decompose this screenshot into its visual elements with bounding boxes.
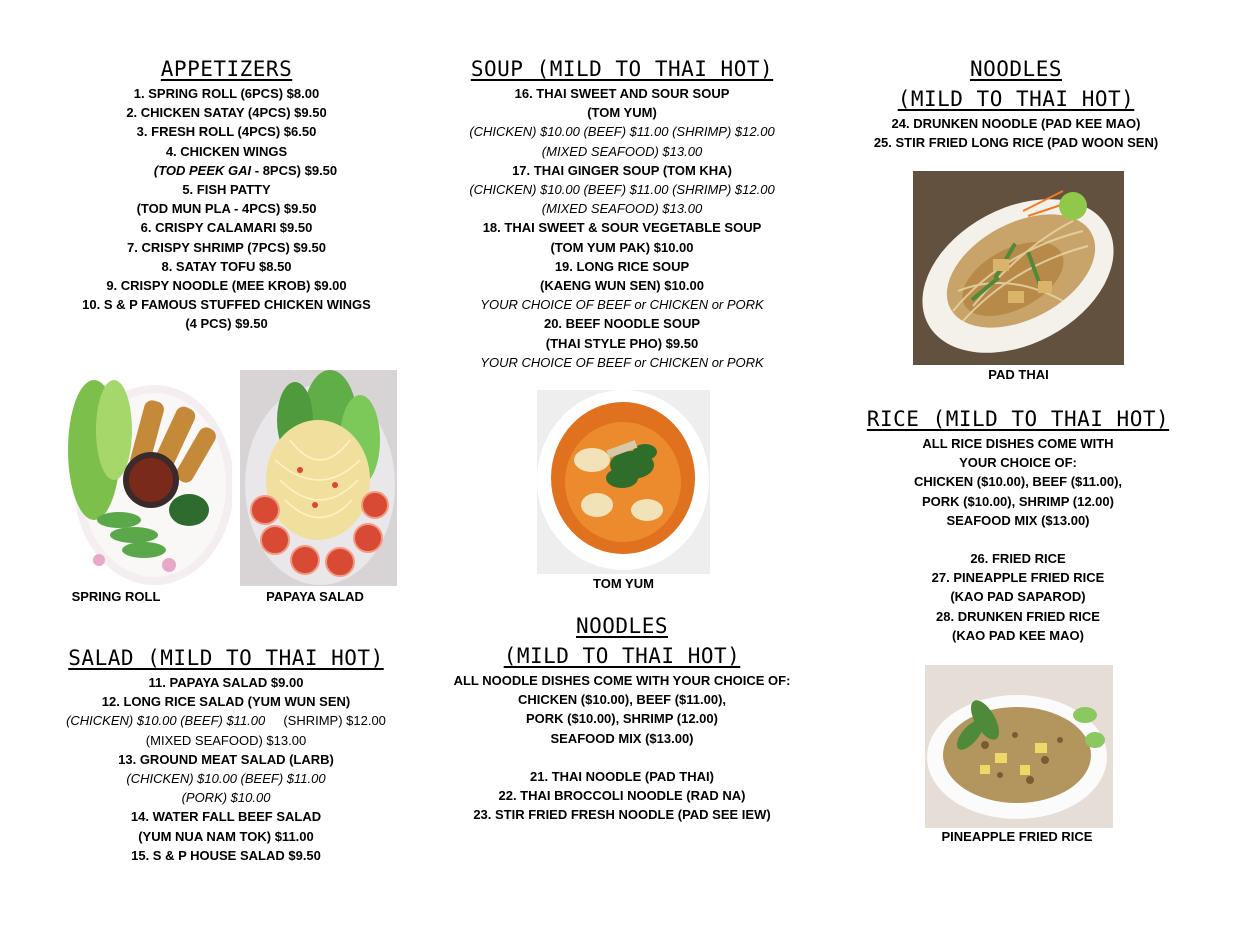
spring-roll-photo (59, 370, 232, 586)
pineapple-fried-rice-photo (925, 665, 1113, 828)
tom-yum-photo (537, 390, 710, 574)
menu-item: 7. CRISPY SHRIMP (7PCS) $9.50 (127, 239, 326, 255)
menu-item: 10. S & P FAMOUS STUFFED CHICKEN WINGS (82, 297, 371, 313)
noodles-mid-section (442, 611, 802, 824)
price-options-italic: (CHICKEN) $10.00 (BEEF) $11.00 (66, 713, 266, 729)
menu-item: 28. DRUNKEN FRIED RICE (936, 608, 1100, 624)
price-options: (MIXED SEAFOOD) $13.00 (541, 143, 703, 159)
menu-item: (KAENG WUN SEN) $10.00 (540, 278, 704, 294)
menu-item: 24. DRUNKEN NOODLE (PAD KEE MAO) (891, 116, 1141, 131)
menu-item: 21. THAI NOODLE (PAD THAI) (530, 768, 714, 784)
choice-note: YOUR CHOICE OF BEEF or CHICKEN or PORK (480, 297, 764, 313)
pineapple-fried-rice-caption: PINEAPPLE FRIED RICE (941, 829, 1093, 844)
soup-section (442, 54, 802, 372)
rice-heading: RICE (MILD TO THAI HOT) (866, 407, 1170, 431)
menu-item: 11. PAPAYA SALAD $9.00 (148, 675, 304, 690)
menu-item: 4. CHICKEN WINGS (165, 143, 288, 159)
pad-thai-photo (913, 171, 1124, 365)
noodle-price: PORK ($10.00), SHRIMP (12.00) (526, 711, 718, 727)
menu-item: 14. WATER FALL BEEF SALAD (130, 809, 322, 825)
menu-item: 23. STIR FRIED FRESH NOODLE (PAD SEE IEW) (473, 807, 771, 823)
rice-price: CHICKEN ($10.00), BEEF ($11.00), (913, 474, 1123, 490)
menu-item: 22. THAI BROCCOLI NOODLE (RAD NA) (498, 788, 746, 804)
menu-item: 13. GROUND MEAT SALAD (LARB) (118, 751, 334, 767)
price-options: (CHICKEN) $10.00 (BEEF) $11.00 (SHRIMP) $12.00 (469, 124, 775, 140)
menu-item: 18. THAI SWEET & SOUR VEGETABLE SOUP (482, 220, 762, 236)
menu-item: 26. FRIED RICE (970, 551, 1066, 567)
price-options: (MIXED SEAFOOD) $13.00 (541, 201, 703, 217)
price-option-seafood: (MIXED SEAFOOD) $13.00 (145, 732, 307, 748)
menu-item-detail (60, 161, 393, 180)
soup-heading: SOUP (MILD TO THAI HOT) (470, 57, 774, 81)
noodles-right-section (860, 54, 1172, 152)
rice-note: YOUR CHOICE OF: (959, 455, 1077, 471)
salad-heading: SALAD (MILD TO THAI HOT) (68, 646, 384, 670)
menu-item: (KAO PAD KEE MAO) (952, 627, 1084, 643)
salad-section (56, 643, 396, 865)
noodles-heading: NOODLES (575, 614, 668, 638)
pad-thai-caption: PAD THAI (988, 367, 1049, 382)
papaya-salad-photo (240, 370, 397, 586)
menu-item: (TOM YUM) (587, 105, 657, 121)
menu-item: 20. BEEF NOODLE SOUP (543, 316, 701, 332)
menu-item: 2. CHICKEN SATAY (4PCS) $9.50 (126, 105, 327, 121)
menu-item: 9. CRISPY NOODLE (MEE KROB) $9.00 (106, 278, 347, 294)
price-option-shrimp: (SHRIMP) $12.00 (283, 713, 386, 729)
menu-item-thai-name: (TOD PEEK GAI (153, 162, 252, 178)
appetizers-section (60, 54, 393, 334)
appetizers-heading: APPETIZERS (160, 57, 293, 81)
choice-note: YOUR CHOICE OF BEEF or CHICKEN or PORK (480, 354, 764, 370)
menu-item: (TOM YUM PAK) $10.00 (550, 239, 694, 255)
menu-item: 1. SPRING ROLL (6PCS) $8.00 (133, 86, 320, 101)
noodle-note: ALL NOODLE DISHES COME WITH YOUR CHOICE OF: (453, 673, 791, 688)
papaya-salad-caption: PAPAYA SALAD (266, 589, 364, 604)
menu-item: (YUM NUA NAM TOK) $11.00 (138, 828, 314, 844)
menu-item: 15. S & P HOUSE SALAD $9.50 (131, 847, 321, 863)
menu-item: (THAI STYLE PHO) $9.50 (545, 335, 699, 351)
menu-item: 12. LONG RICE SALAD (YUM WUN SEN) (101, 694, 351, 710)
rice-price: PORK ($10.00), SHRIMP (12.00) (922, 493, 1114, 509)
menu-item: 19. LONG RICE SOUP (554, 258, 690, 274)
price-options: (PORK) $10.00 (181, 790, 271, 806)
noodle-price: SEAFOOD MIX ($13.00) (550, 730, 694, 746)
menu-item: 6. CRISPY CALAMARI $9.50 (140, 220, 313, 236)
spring-roll-caption: SPRING ROLL (71, 589, 161, 604)
rice-price: SEAFOOD MIX ($13.00) (946, 512, 1090, 528)
menu-item-price: - 8PCS) $9.50 (254, 162, 338, 178)
menu-item: 8. SATAY TOFU $8.50 (161, 258, 292, 274)
menu-item: 5. FISH PATTY (182, 182, 271, 198)
menu-item: (TOD MUN PLA - 4PCS) $9.50 (136, 201, 317, 217)
noodle-price: CHICKEN ($10.00), BEEF ($11.00), (517, 692, 727, 708)
menu-item: (KAO PAD SAPAROD) (950, 589, 1086, 605)
rice-section (860, 404, 1176, 645)
noodles-subheading: (MILD TO THAI HOT) (897, 87, 1135, 111)
menu-item: (4 PCS) $9.50 (185, 316, 268, 332)
noodles-heading: NOODLES (969, 57, 1062, 81)
tom-yum-caption: TOM YUM (593, 576, 654, 591)
menu-item: 17. THAI GINGER SOUP (TOM KHA) (512, 162, 732, 178)
noodles-subheading: (MILD TO THAI HOT) (503, 644, 741, 668)
menu-item: 3. FRESH ROLL (4PCS) $6.50 (136, 124, 317, 140)
menu-item: 16. THAI SWEET AND SOUR SOUP (514, 86, 730, 101)
menu-item: 25. STIR FRIED LONG RICE (PAD WOON SEN) (873, 135, 1159, 151)
price-options: (CHICKEN) $10.00 (BEEF) $11.00 (126, 771, 326, 787)
rice-note: ALL RICE DISHES COME WITH (922, 436, 1114, 451)
price-options (56, 711, 396, 730)
menu-item: 27. PINEAPPLE FRIED RICE (931, 570, 1105, 586)
price-options: (CHICKEN) $10.00 (BEEF) $11.00 (SHRIMP) $12.00 (469, 182, 775, 198)
